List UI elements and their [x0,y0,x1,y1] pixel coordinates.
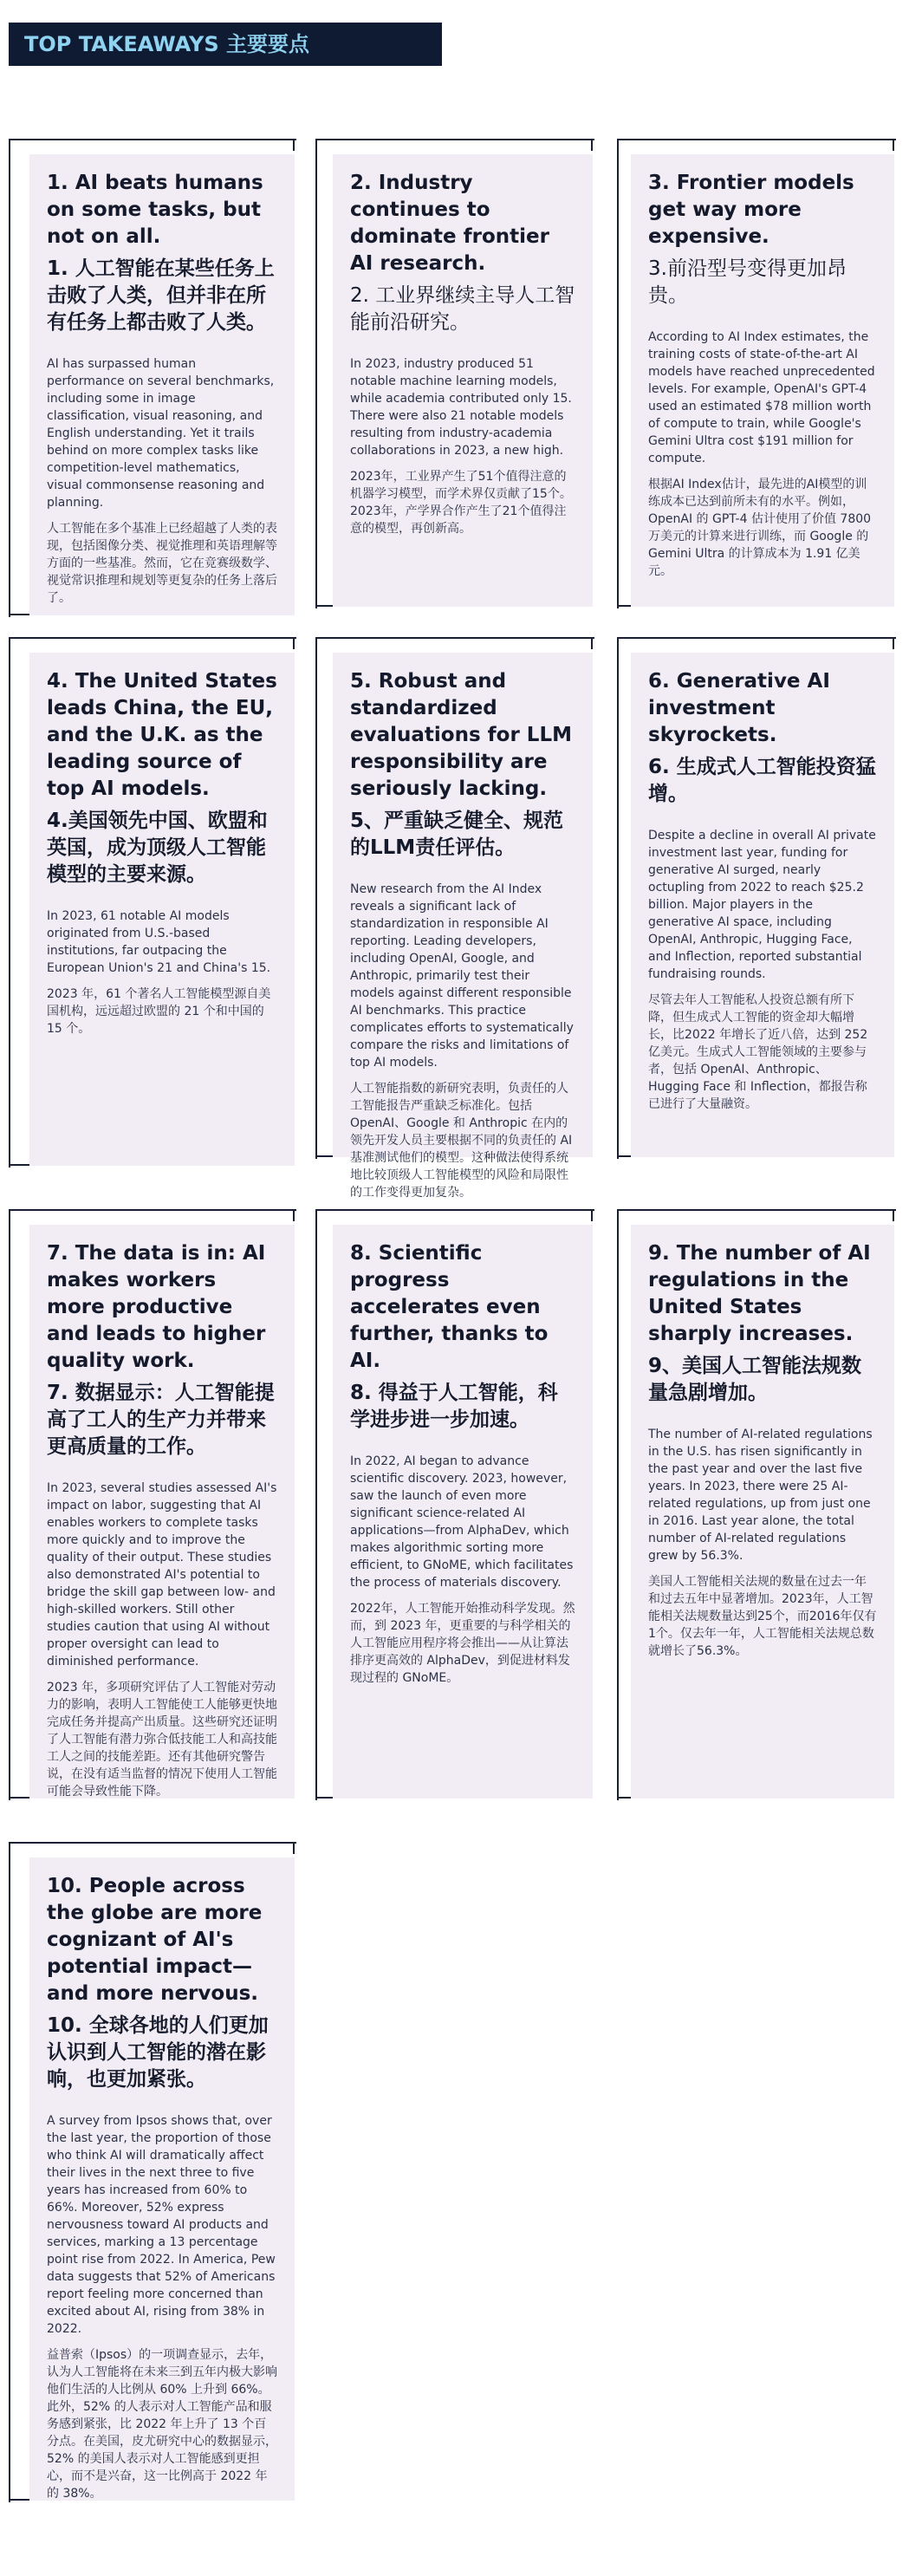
card-7-en-title: 7. The data is in: AI makes workers more productive and leads to higher quality work. [47,1242,266,1372]
card-3-en-body: According to AI Index estimates, the training costs of state-of-the-art AI models have reached unprecedented levels. For example, OpenAI's GPT-4 used an estimated $78 million worth of compute to train, while Google's Gemini Ultra cost $191 million for compute. [648,330,875,465]
takeaway-card-6 [617,637,903,1157]
card-5-en-body: New research from the AI Index reveals a significant lack of standardization in responsible AI reporting. Leading developers, including OpenAI, Google, and Anthropic, primarily test their models against different responsible AI benchmarks. This practice complicates efforts to systematically compare the risks and limitations of top AI models. [350,882,574,1070]
card-4-en-title: 4. The United States leads China, the EU, and the U.K. as the leading source of top AI models. [47,670,277,800]
card-2-en-body: In 2023, industry produced 51 notable machine learning models, while academia contributed only 15. There were also 21 notable models resulting from industry-academia collaborations in 2023, a new high. [350,357,572,458]
card-6-en-title: 6. Generative AI investment skyrockets. [648,670,830,746]
card-8-zh-title: 8. 得益于人工智能，科学进步进一步加速。 [350,1382,558,1431]
card-3-zh-title: 3.前沿型号变得更加昂贵。 [648,257,847,307]
card-1-en-title: 1. AI beats humans on some tasks, but not on all. [47,172,263,248]
card-4-zh-body: 2023 年，61 个著名人工智能模型源自美国机构，远远超过欧盟的 21 个和中国的 15 个。 [47,987,271,1036]
takeaway-card-2 [315,139,601,607]
card-9-zh-title: 9、美国人工智能法规数量急剧增加。 [648,1355,862,1404]
card-3-zh-body: 根据AI Index估计，最先进的AI模型的训练成本已达到前所未有的水平。例如，OpenAI 的 GPT-4 估计使用了价值 7800 万美元的计算来进行训练，而 Google 的 Gemini Ultra 的计算成本为 1.91 亿美元。 [648,478,872,578]
card-1-zh-body: 人工智能在多个基准上已经超越了人类的表现，包括图像分类、视觉推理和英语理解等方面的一些基准。然而，它在竞赛级数学、视觉常识推理和规划等更复杂的任务上落后了。 [47,522,277,605]
card-10-zh-title: 10. 全球各地的人们更加认识到人工智能的潜在影响，也更加紧张。 [47,2014,269,2091]
card-10-en-body: A survey from Ipsos shows that, over the last year, the proportion of those who think AI will dramatically affect their lives in the next three to five years has increased from 60% to 66%. Moreover, 52% express nervousness toward AI products and services, marking a 13 percentage point rise from 2022. In America, Pew data suggests that 52% of Americans report feeling more concerned than excited about AI, rising from 38% in 2022. [47,2114,276,2336]
card-4-zh-title: 4.美国领先中国、欧盟和英国，成为顶级人工智能模型的主要来源。 [47,810,268,886]
takeaway-card-4 [9,637,295,1166]
card-7-zh-body: 2023 年，多项研究评估了人工智能对劳动力的影响，表明人工智能使工人能够更快地完成任务并提高产出质量。这些研究还证明了人工智能有潜力弥合低技能工人和高技能工人之间的技能差距。还有其他研究警告说，在没有适当监督的情况下使用人工智能可能会导致性能下降。 [47,1681,277,1799]
card-5-en-title: 5. Robust and standardized evaluations for LLM responsibility are seriously lacking. [350,670,572,800]
card-8-en-title: 8. Scientific progress accelerates even further, thanks to AI. [350,1242,549,1372]
card-10-en-title: 10. People across the globe are more cognizant of AI's potential impact—and more nervous. [47,1875,263,2005]
card-2-zh-title: 2. 工业界继续主导人工智能前沿研究。 [350,284,575,334]
card-9-en-body: The number of AI-related regulations in the U.S. has risen significantly in the past year and over the last five years. In 2023, there were 25 AI-related regulations, up from just one in 2016. Last year alone, the total number of AI-related regulations grew by 56.3%. [648,1428,873,1563]
card-1-zh-title: 1. 人工智能在某些任务上击败了人类，但并非在所有任务上都击败了人类。 [47,257,275,334]
card-8-en-body: In 2022, AI began to advance scientific discovery. 2023, however, saw the launch of even more significant science-related AI applications—from AlphaDev, which makes algorithmic sorting more efficient, to GNoME, which facilitates the process of materials discovery. [350,1454,574,1590]
card-10-zh-body: 益普索（Ipsos）的一项调查显示，去年，认为人工智能将在未来三到五年内极大影响他们生活的人比例从 60% 上升到 66%。此外，52% 的人表示对人工智能产品和服务感到紧张，比 2022 年上升了 13 个百分点。在美国，皮尤研究中心的数据显示，52% 的美国人表示对人工智能感到更担心，而不是兴奋，这一比例高于 2022 年的 38%。 [47,2348,277,2501]
card-1-en-body: AI has surpassed human performance on several benchmarks, including some in image classification, visual reasoning, and English understanding. Yet it trails behind on more complex tasks like competition-level mathematics, visual commonsense reasoning and planning. [47,357,275,510]
card-6-zh-body: 尽管去年人工智能私人投资总额有所下降，但生成式人工智能的资金却大幅增长，比2022 年增长了近八倍，达到 252 亿美元。生成式人工智能领域的主要参与者，包括 OpenAI、Anthropic、Hugging Face 和 Inflection，都报告称已进行了大量融资。 [648,993,868,1111]
card-3-en-title: 3. Frontier models get way more expensive. [648,172,854,248]
card-9-zh-body: 美国人工智能相关法规的数量在过去一年和过去五年中显著增加。2023年，人工智能相关法规数量达到25个，而2016年仅有1个。仅去年一年，人工智能相关法规总数就增长了56.3%。 [648,1575,877,1658]
card-9-en-title: 9. The number of AI regulations in the United States sharply increases. [648,1242,871,1345]
card-8-zh-body: 2022年，人工智能开始推动科学发现。然而，到 2023 年，更重要的与科学相关的人工智能应用程序将会推出——从让算法排序更高效的 AlphaDev，到促进材料发现过程的 GNoME。 [350,1602,575,1685]
card-7-zh-title: 7. 数据显示：人工智能提高了工人的生产力并带来更高质量的工作。 [47,1382,275,1458]
card-2-en-title: 2. Industry continues to dominate frontier AI research. [350,172,549,275]
card-5-zh-body: 人工智能指数的新研究表明，负责任的人工智能报告严重缺乏标准化。包括 OpenAI、Google 和 Anthropic 在内的领先开发人员主要根据不同的负责任的 AI 基准测试他们的模型。这种做法使得系统地比较顶级人工智能模型的风险和局限性的工作变得更加复杂。 [350,1082,573,1200]
takeaway-card-3 [617,139,903,607]
card-7-en-body: In 2023, several studies assessed AI's impact on labor, suggesting that AI enables workers to complete tasks more quickly and to improve the quality of their output. These studies also demonstrated AI's potential to bridge the skill gap between low- and high-skilled workers. Still other studies caution that using AI without proper oversight can lead to diminished performance. [47,1481,277,1669]
top-takeaways-banner [9,23,442,66]
card-5-zh-title: 5、严重缺乏健全、规范的LLM责任评估。 [350,810,564,859]
card-6-en-body: Despite a decline in overall AI private investment last year, funding for generative AI surged, nearly octupling from 2022 to reach $25.2 billion. Major players in the generative AI space, including OpenAI, Anthropic, Hugging Face, and Inflection, reported substantial fundraising rounds. [648,829,876,981]
card-4-en-body: In 2023, 61 notable AI models originated from U.S.-based institutions, far outpacing the European Union's 21 and China's 15. [47,909,271,975]
takeaway-card-5 [315,637,601,1200]
takeaway-card-9 [617,1209,903,1799]
takeaway-card-10 [9,1842,295,2501]
takeaway-card-7 [9,1209,295,1799]
card-2-zh-body: 2023年，工业界产生了51个值得注意的机器学习模型，而学术界仅贡献了15个。2023年，产学界合作产生了21个值得注意的模型，再创新高。 [350,470,572,536]
card-6-zh-title: 6. 生成式人工智能投资猛增。 [648,756,876,805]
banner-title: TOP TAKEAWAYS 主要要点 [24,32,309,56]
takeaway-card-1 [9,139,295,615]
takeaway-card-8 [315,1209,601,1799]
